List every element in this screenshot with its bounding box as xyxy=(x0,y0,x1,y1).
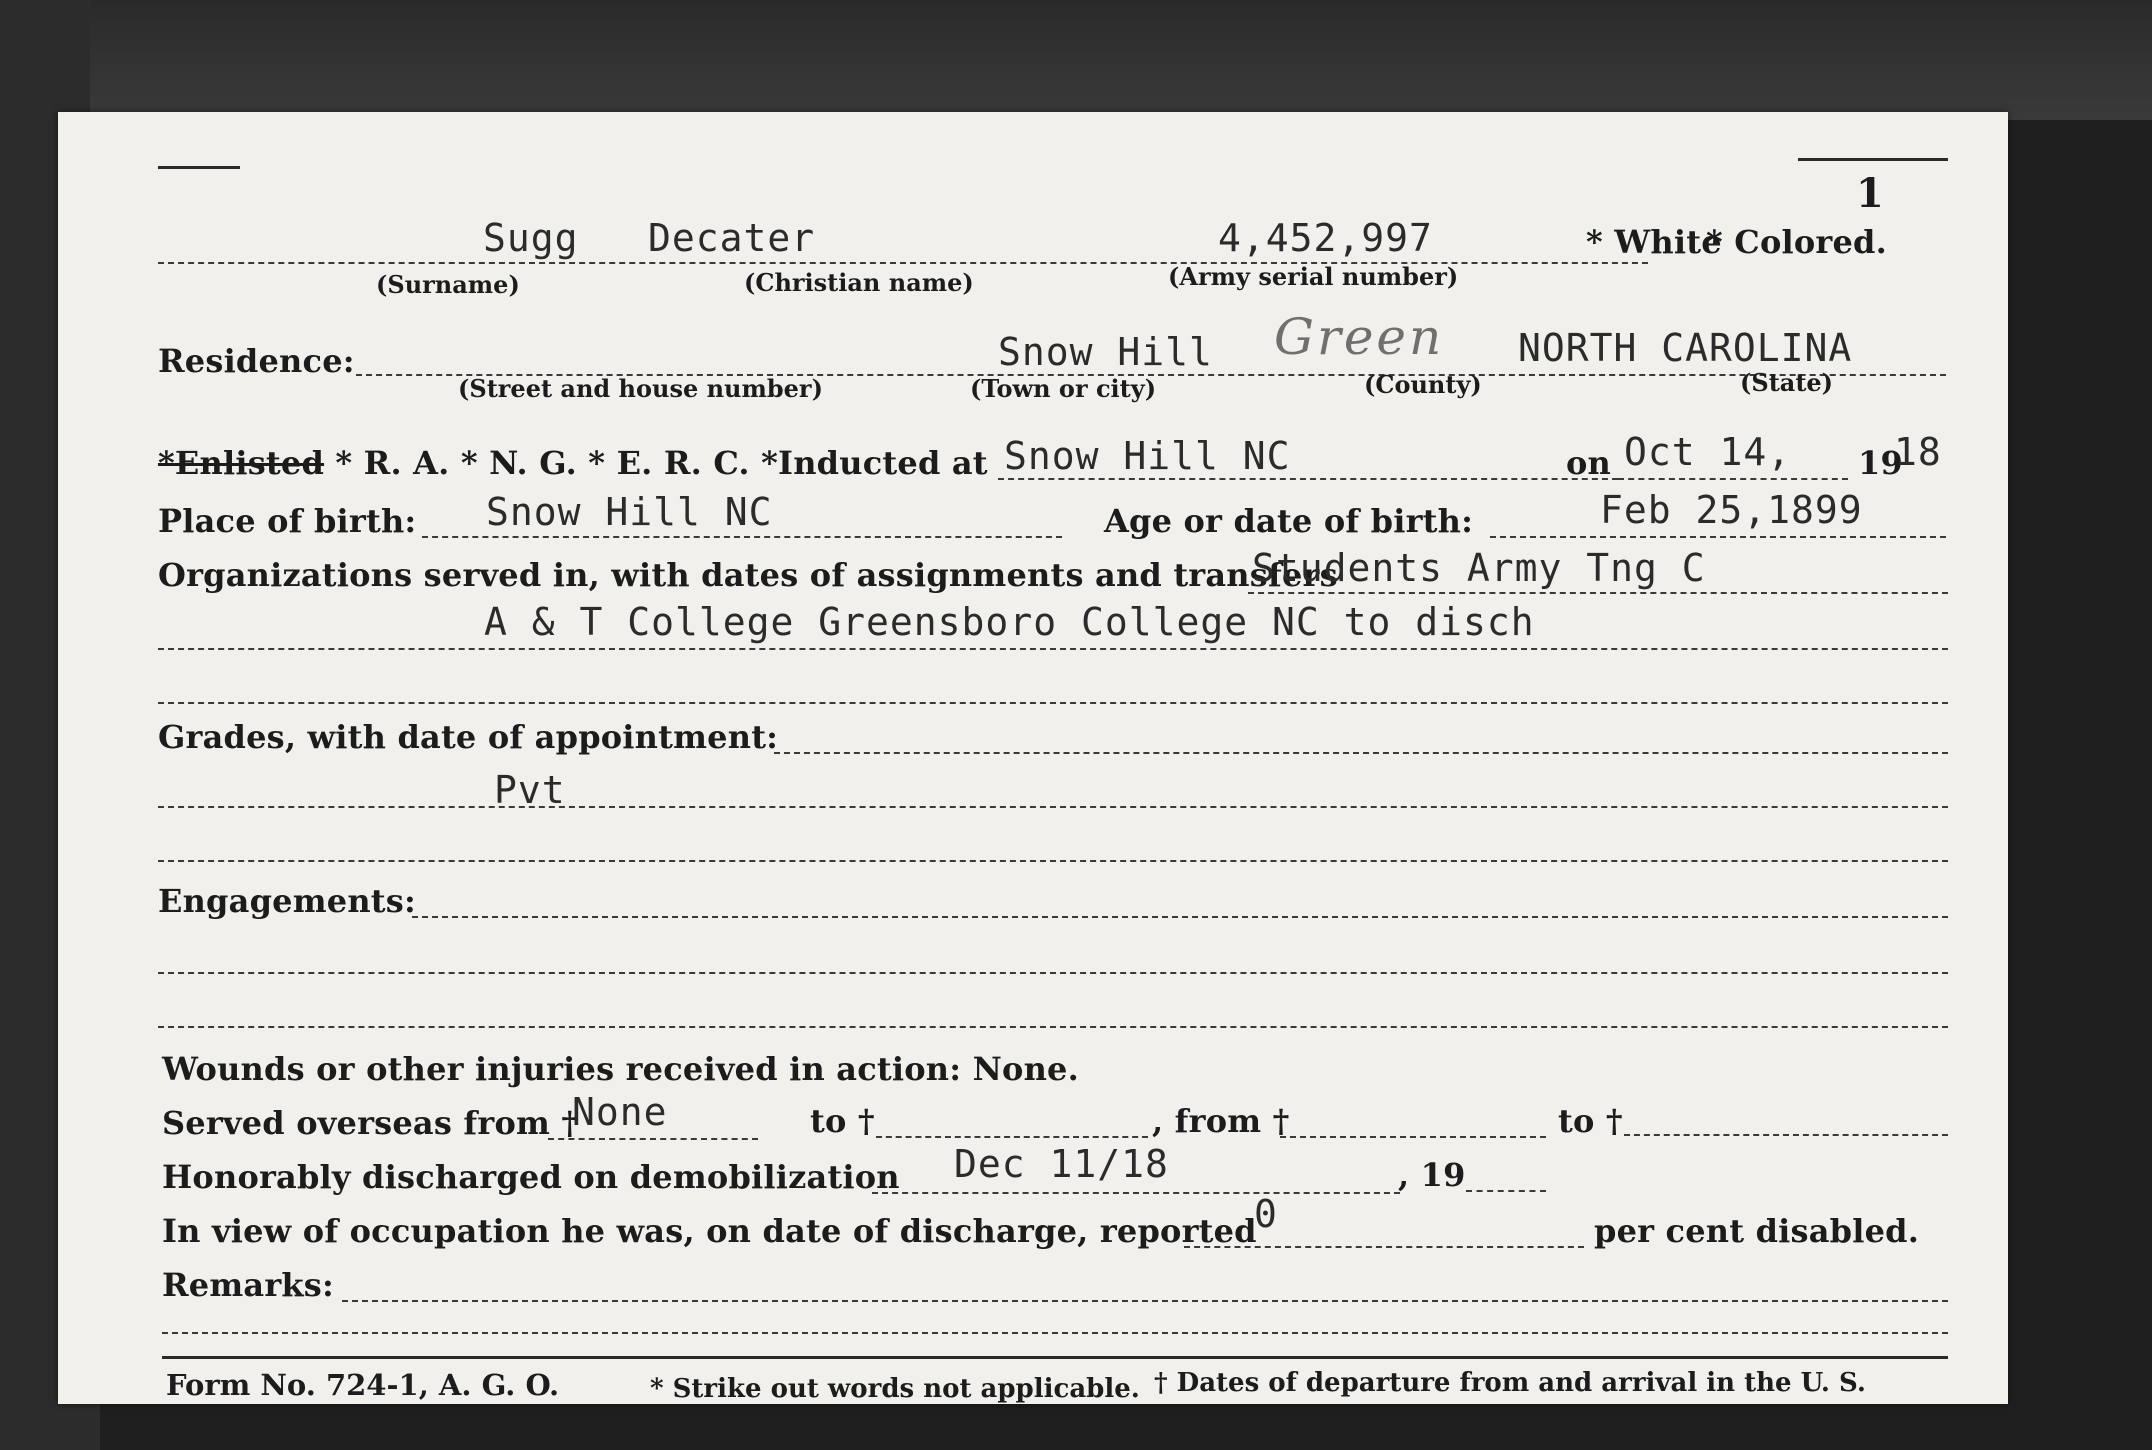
disability-line xyxy=(1184,1246,1584,1248)
organizations-value-line-2: A & T College Greensboro College NC to disch xyxy=(484,600,1535,644)
overseas-from2-label: , from † xyxy=(1152,1102,1290,1140)
inducted-date-line xyxy=(1618,478,1848,480)
card-number: 1 xyxy=(1856,170,1885,217)
ng-label: * N. G. xyxy=(460,444,577,482)
discharge-year-label: , 19 xyxy=(1398,1156,1466,1194)
enlistment-line xyxy=(158,444,988,482)
disability-label: In view of occupation he was, on date of discharge, reported xyxy=(162,1212,1257,1250)
discharge-date-value: Dec 11/18 xyxy=(954,1142,1169,1186)
organizations-value-line-1: Students Army Tng C xyxy=(1252,546,1706,590)
overseas-from2-line xyxy=(1280,1136,1546,1138)
grades-line-1 xyxy=(774,752,1948,754)
organizations-label: Organizations served in, with dates of assignments and transfers xyxy=(158,556,1338,594)
town-caption: (Town or city) xyxy=(970,374,1157,403)
engagements-line-2 xyxy=(158,972,1948,974)
served-overseas-label: Served overseas from † xyxy=(162,1104,579,1142)
inducted-year-suffix: 18 xyxy=(1894,430,1942,474)
army-serial-number-value: 4,452,997 xyxy=(1218,216,1433,260)
discharge-date-line xyxy=(872,1192,1400,1194)
strike-out-note: * Strike out words not applicable. xyxy=(650,1374,1140,1404)
remarks-line-2 xyxy=(162,1332,1948,1334)
place-of-birth-line xyxy=(422,536,1062,538)
birth-date-value: Feb 25,1899 xyxy=(1600,488,1863,532)
discharge-year-line xyxy=(1466,1190,1546,1192)
card-number-rule xyxy=(1798,158,1948,161)
overseas-from-line xyxy=(548,1138,758,1140)
background-top-edge xyxy=(90,0,2152,120)
ra-label: * R. A. xyxy=(335,444,450,482)
remarks-line-1 xyxy=(342,1300,1948,1302)
christian-name-value: Decater xyxy=(648,216,816,260)
overseas-from-value: None xyxy=(572,1090,668,1134)
christian-name-caption: (Christian name) xyxy=(744,268,974,297)
disability-value: 0 xyxy=(1254,1192,1278,1236)
engagements-line-1 xyxy=(412,916,1948,918)
inducted-date-value: Oct 14, xyxy=(1624,430,1792,474)
county-caption: (County) xyxy=(1364,370,1482,399)
remarks-label: Remarks: xyxy=(162,1266,335,1304)
birth-date-line xyxy=(1490,536,1946,538)
disability-suffix: per cent disabled. xyxy=(1594,1212,1920,1250)
erc-label: * E. R. C. xyxy=(588,444,750,482)
grades-label: Grades, with date of appointment: xyxy=(158,718,779,756)
residence-label: Residence: xyxy=(158,342,355,380)
residence-town-value: Snow Hill xyxy=(998,330,1213,374)
top-left-rule xyxy=(158,166,240,169)
white-label-text: * White xyxy=(1586,223,1722,261)
surname-value: Sugg xyxy=(483,216,579,260)
honorably-discharged-label: Honorably discharged on demobilization xyxy=(162,1158,900,1196)
on-label: on xyxy=(1566,444,1612,482)
overseas-to-label: to † xyxy=(810,1102,875,1140)
age-or-birth-date-label: Age or date of birth: xyxy=(1104,502,1474,540)
residence-county-value: Green xyxy=(1274,308,1445,366)
place-of-birth-label: Place of birth: xyxy=(158,502,417,540)
street-caption: (Street and house number) xyxy=(458,374,823,403)
service-record-card xyxy=(58,112,2008,1404)
state-caption: (State) xyxy=(1740,368,1834,397)
engagements-line-3 xyxy=(158,1026,1948,1028)
overseas-to-line xyxy=(876,1136,1148,1138)
inducted-place-line xyxy=(998,478,1618,480)
overseas-to2-label: to † xyxy=(1558,1102,1623,1140)
place-of-birth-value: Snow Hill NC xyxy=(486,490,773,534)
engagements-label: Engagements: xyxy=(158,882,416,920)
organizations-line-1 xyxy=(1248,592,1948,594)
grades-line-2 xyxy=(158,806,1948,808)
inducted-year-prefix: 19 xyxy=(1858,444,1903,482)
enlisted-label: *Enlisted xyxy=(158,444,325,482)
army-serial-caption: (Army serial number) xyxy=(1168,262,1459,291)
inducted-place-value: Snow Hill NC xyxy=(1004,434,1291,478)
wounds-label: Wounds or other injuries received in action: None. xyxy=(162,1050,1079,1088)
overseas-to2-line xyxy=(1624,1134,1948,1136)
grades-value: Pvt xyxy=(494,768,566,812)
white-label xyxy=(1586,223,1722,261)
surname-caption: (Surname) xyxy=(376,270,520,299)
footer-rule xyxy=(162,1356,1948,1359)
form-number: Form No. 724-1, A. G. O. xyxy=(166,1368,560,1402)
organizations-line-3 xyxy=(158,702,1948,704)
inducted-label: *Inducted at xyxy=(761,444,988,482)
colored-label: * Colored. xyxy=(1706,223,1887,261)
organizations-line-2 xyxy=(158,648,1948,650)
grades-line-3 xyxy=(158,860,1948,862)
dates-note: † Dates of departure from and arrival in the U. S. xyxy=(1154,1368,1866,1398)
residence-state-value: NORTH CAROLINA xyxy=(1518,326,1853,370)
